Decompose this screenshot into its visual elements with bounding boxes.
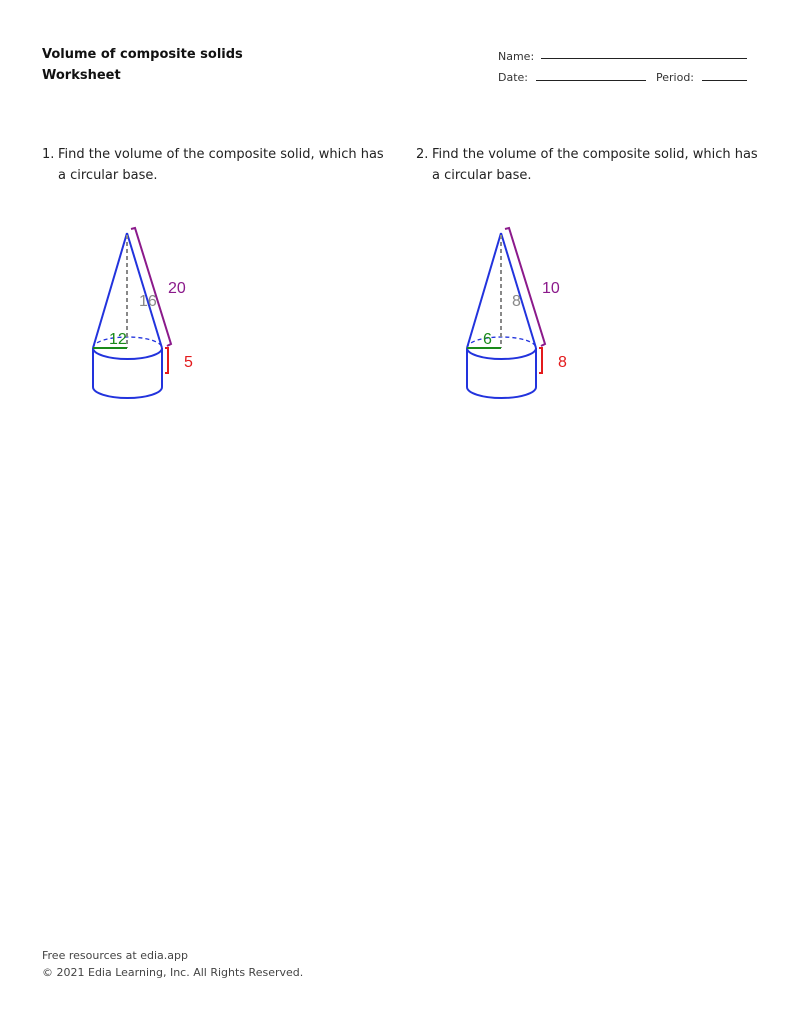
footer-copyright: © 2021 Edia Learning, Inc. All Rights Reserved. [42,966,304,979]
problem-text: Find the volume of the composite solid, which has [58,147,384,162]
radius-label: 12 [109,331,127,348]
period-label: Period: [656,71,695,84]
slant-label: 20 [168,280,186,297]
title-text: Volume of composite solids [42,47,243,62]
problem-2 [416,144,761,186]
problem-text-continued: a circular base. [58,168,158,183]
worksheet-title [42,44,243,86]
name-label: Name: [498,50,535,63]
period-line [702,80,747,81]
footer-resources: Free resources at edia.app [42,949,188,962]
cylinder-top-front-arc [467,348,536,359]
cylinder-height-bracket [539,348,542,373]
height-label: 8 [512,293,521,310]
cylinder-height-label: 5 [184,354,193,371]
composite-solid-figure-1 [80,220,210,410]
height-label: 16 [139,293,157,310]
problem-text: Find the volume of the composite solid, which has [432,147,758,162]
problem-1 [42,144,387,186]
cylinder-top-front-arc [93,348,162,359]
date-line [536,80,646,81]
date-label: Date: [498,71,528,84]
problem-number: 2. [416,147,429,162]
subtitle-text: Worksheet [42,68,121,83]
problem-text-continued: a circular base. [432,168,532,183]
name-line [541,58,747,59]
cylinder-height-bracket [165,348,168,373]
cone-right-edge [127,233,162,348]
slant-bracket [505,228,545,346]
problem-number: 1. [42,147,55,162]
cylinder-bottom-arc [467,387,536,398]
slant-bracket [131,228,171,346]
radius-label: 6 [483,331,492,348]
cylinder-bottom-arc [93,387,162,398]
cone-right-edge [501,233,536,348]
cylinder-height-label: 8 [558,354,567,371]
slant-label: 10 [542,280,560,297]
composite-solid-figure-2 [454,220,584,410]
